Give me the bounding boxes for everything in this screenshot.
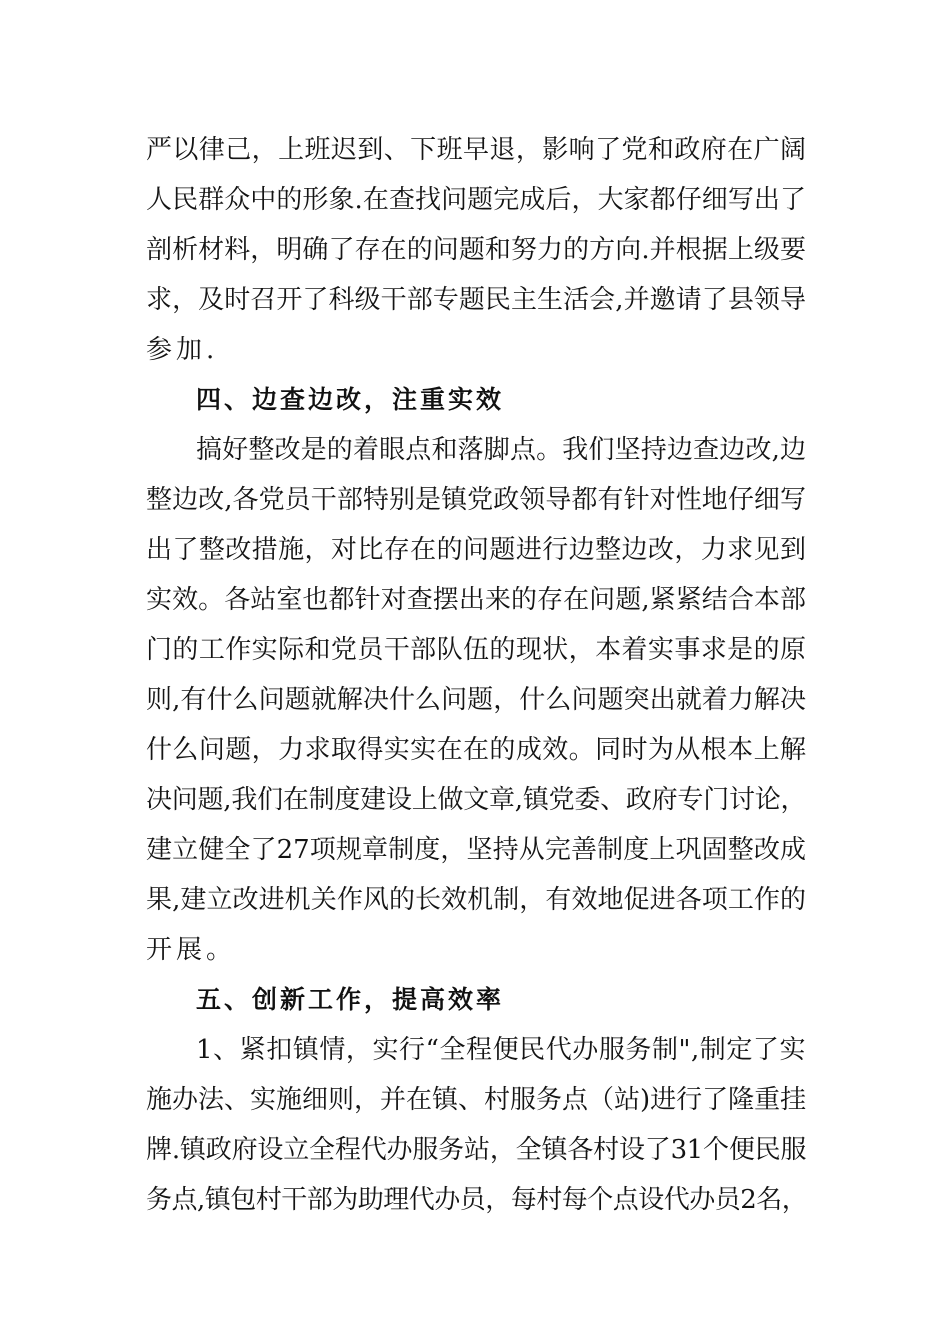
paragraph-line: 出了整改措施，对比存在的问题进行边整边改，力求见到 bbox=[146, 535, 806, 565]
paragraph-line: 决问题,我们在制度建设上做文章,镇党委、政府专门讨论， bbox=[146, 785, 806, 815]
paragraph-line: 人民群众中的形象.在查找问题完成后，大家都仔细写出了 bbox=[146, 185, 806, 215]
paragraph-line: 牌.镇政府设立全程代办服务站，全镇各村设了31个便民服 bbox=[146, 1135, 806, 1165]
paragraph-line: 1、紧扣镇情，实行“全程便民代办服务制",制定了实 bbox=[196, 1035, 806, 1065]
paragraph-line: 搞好整改是的着眼点和落脚点。我们坚持边查边改,边 bbox=[196, 435, 806, 465]
paragraph-line: 门的工作实际和党员干部队伍的现状，本着实事求是的原 bbox=[146, 635, 806, 665]
paragraph-line: 实效。各站室也都针对查摆出来的存在问题,紧紧结合本部 bbox=[146, 585, 806, 615]
paragraph-line: 建立健全了27项规章制度，坚持从完善制度上巩固整改成 bbox=[146, 835, 806, 865]
paragraph-line: 什么问题，力求取得实实在在的成效。同时为从根本上解 bbox=[146, 735, 806, 765]
paragraph-line: 开展。 bbox=[146, 935, 237, 965]
paragraph-line: 严以律己，上班迟到、下班早退，影响了党和政府在广阔 bbox=[146, 135, 806, 165]
section-heading: 四、边查边改，注重实效 bbox=[196, 385, 505, 414]
paragraph-line: 施办法、实施细则，并在镇、村服务点（站)进行了隆重挂 bbox=[146, 1085, 807, 1115]
paragraph-line: 剖析材料，明确了存在的问题和努力的方向.并根据上级要 bbox=[146, 235, 806, 265]
paragraph-line: 则,有什么问题就解决什么问题，什么问题突出就着力解决 bbox=[146, 685, 806, 715]
section-heading: 五、创新工作，提高效率 bbox=[196, 985, 505, 1014]
paragraph-line: 整边改,各党员干部特别是镇党政领导都有针对性地仔细写 bbox=[146, 485, 806, 515]
paragraph-line: 参加. bbox=[146, 335, 219, 365]
paragraph-line: 果,建立改进机关作风的长效机制，有效地促进各项工作的 bbox=[146, 885, 806, 915]
paragraph-line: 求，及时召开了科级干部专题民主生活会,并邀请了县领导 bbox=[146, 285, 806, 315]
paragraph-line: 务点,镇包村干部为助理代办员，每村每个点设代办员2名， bbox=[146, 1185, 808, 1215]
